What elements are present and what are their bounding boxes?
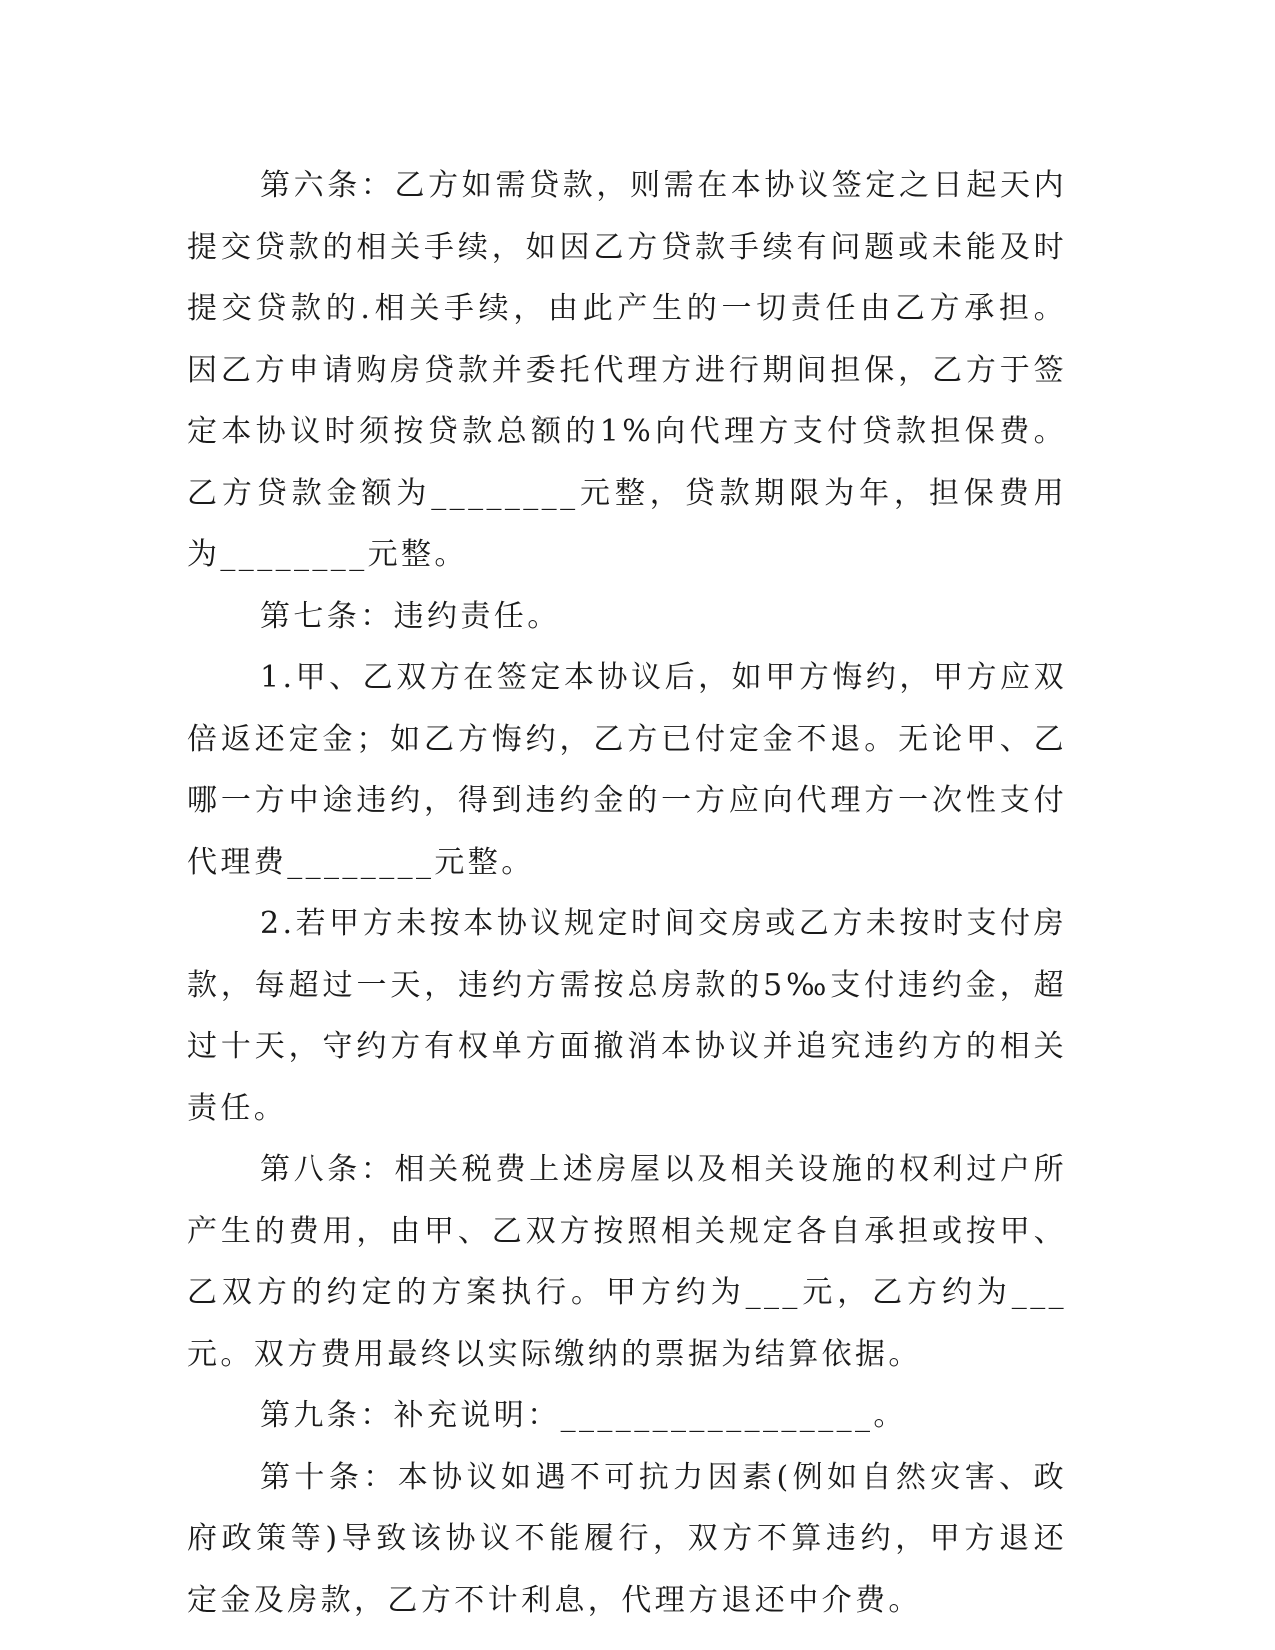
document-body xyxy=(187,155,1067,1631)
clause-7-item-2: 2.若甲方未按本协议规定时间交房或乙方未按时支付房款，每超过一天，违约方需按总房款的5‰支付违约金，超过十天，守约方有权单方面撤消本协议并追究违约方的相关责任。 xyxy=(187,906,1067,1126)
clause-7-heading: 第七条：违约责任。 xyxy=(260,598,561,634)
clause-9-paragraph: 第九条：补充说明：_________________。 xyxy=(260,1398,907,1433)
clause-8-paragraph: 第八条：相关税费上述房屋以及相关设施的权利过户所产生的费用，由甲、乙双方按照相关规定各自承担或按甲、乙双方的约定的方案执行。甲方约为___元，乙方约为___元。双方费用最终以实际缴纳的票据为结算依据。 xyxy=(187,1152,1067,1372)
clause-7-item-1: 1.甲、乙双方在签定本协议后，如甲方悔约，甲方应双倍返还定金；如乙方悔约，乙方已付定金不退。无论甲、乙哪一方中途违约，得到违约金的一方应向代理方一次性支付代理费________元整。 xyxy=(187,660,1067,880)
clause-6-paragraph: 第六条：乙方如需贷款，则需在本协议签定之日起天内提交贷款的相关手续，如因乙方贷款手续有问题或未能及时提交贷款的.相关手续，由此产生的一切责任由乙方承担。因乙方申请购房贷款并委托代理方进行期间担保，乙方于签定本协议时须按贷款总额的1%向代理方支付贷款担保费。乙方贷款金额为________元整，贷款期限为年，担保费用为________元整。 xyxy=(187,168,1067,572)
clause-10-paragraph: 第十条：本协议如遇不可抗力因素(例如自然灾害、政府政策等)导致该协议不能履行，双方不算违约，甲方退还定金及房款，乙方不计利息，代理方退还中介费。 xyxy=(187,1459,1067,1618)
